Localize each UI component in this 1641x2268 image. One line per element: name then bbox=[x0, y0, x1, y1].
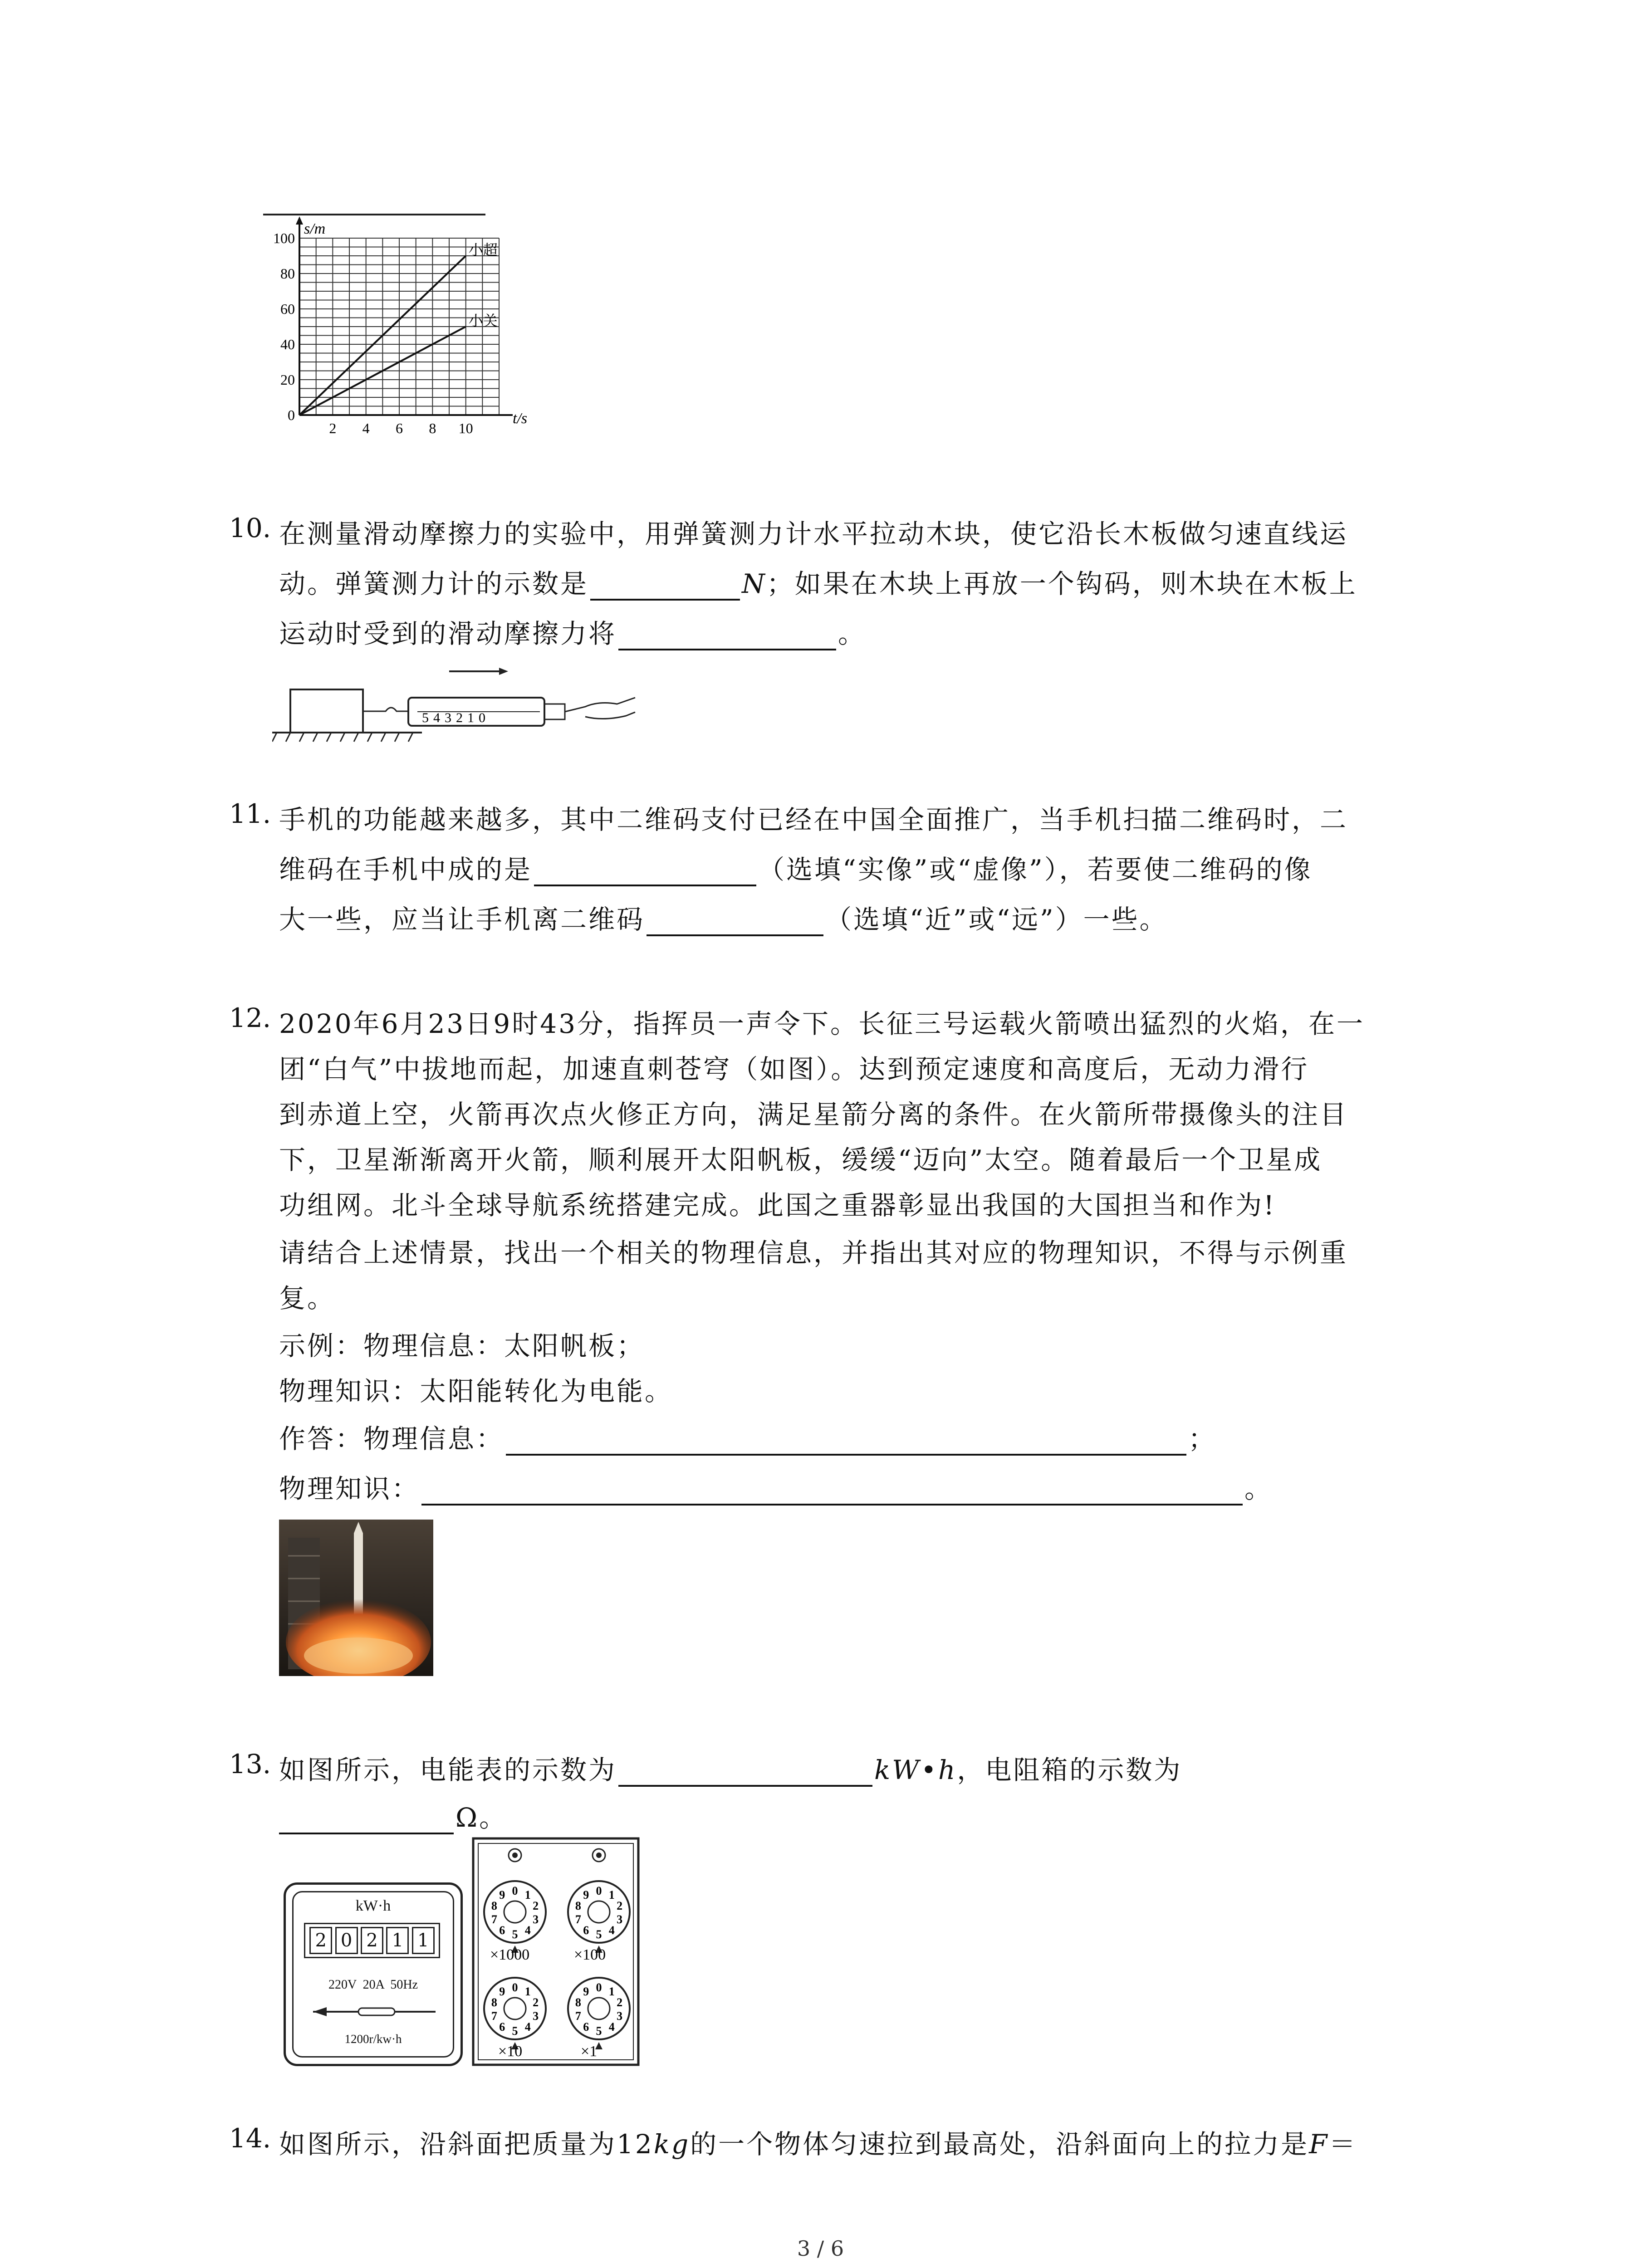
q10-line2 bbox=[279, 562, 1357, 601]
dial-digit: 3 bbox=[617, 1912, 623, 1926]
dial-digit: 3 bbox=[533, 2009, 539, 2023]
x-tick-label: 4 bbox=[362, 420, 370, 436]
dial-digit: 7 bbox=[575, 2009, 581, 2023]
dial-digit: 6 bbox=[499, 1923, 505, 1937]
unit: kW•h bbox=[874, 1755, 957, 1785]
meter-spec: 220V 20A 50Hz bbox=[328, 1978, 418, 1992]
q13-text: Ω。 bbox=[456, 1802, 508, 1833]
q12-text: 作答：物理信息： bbox=[279, 1423, 505, 1454]
x-tick-label: 6 bbox=[396, 420, 403, 436]
wooden-block bbox=[290, 689, 363, 733]
distance-time-graph bbox=[259, 206, 576, 451]
rocket-launch-photo bbox=[279, 1520, 433, 1676]
series-label: 小超 bbox=[468, 242, 498, 258]
spring-scale-figure bbox=[272, 653, 649, 744]
answer-blank[interactable] bbox=[421, 1476, 1243, 1505]
dial-digit: 8 bbox=[575, 1996, 581, 2009]
meter-digit: 2 bbox=[361, 1927, 383, 1954]
arrow-head-icon bbox=[499, 668, 508, 675]
dial-label-1000: ×1000 bbox=[490, 1946, 530, 1963]
y-tick-label: 0 bbox=[288, 407, 295, 423]
meter-rate: 1200r/kw·h bbox=[344, 2032, 402, 2046]
x-tick-label: 8 bbox=[429, 420, 436, 436]
dial-digit: 9 bbox=[499, 1985, 505, 1999]
question-number: 11. bbox=[229, 798, 271, 829]
answer-blank[interactable] bbox=[618, 621, 836, 650]
q11-text: 维码在手机中成的是 bbox=[279, 854, 533, 885]
q10-text: 运动时受到的滑动摩擦力将 bbox=[279, 618, 617, 649]
dial-digit: 6 bbox=[583, 1923, 589, 1937]
graph-tick-labels bbox=[273, 230, 473, 436]
q12-line6: 请结合上述情景，找出一个相关的物理信息，并指出其对应的物理知识，不得与示例重 bbox=[279, 1237, 1348, 1268]
q13-text: 如图所示，电能表的示数为 bbox=[279, 1755, 617, 1785]
dial-digit: 1 bbox=[524, 1888, 531, 1902]
dial-digit: 9 bbox=[583, 1888, 589, 1902]
q11-text: （选填“近”或“远”）一些。 bbox=[825, 904, 1168, 935]
y-tick-label: 100 bbox=[273, 230, 295, 246]
dial-digit: 6 bbox=[583, 2020, 589, 2033]
q10-text: ；如果在木块上再放一个钩码，则木块在木板上 bbox=[766, 568, 1357, 599]
series-label: 小关 bbox=[468, 313, 498, 329]
terminal-icon bbox=[596, 1853, 602, 1858]
y-axis-label: s/m bbox=[304, 220, 326, 237]
dial-digit: 7 bbox=[491, 1912, 497, 1926]
q10-line3 bbox=[279, 612, 866, 650]
q12-text: 物理知识： bbox=[279, 1473, 420, 1504]
q13-line2 bbox=[279, 1796, 507, 1834]
meter-digit: 0 bbox=[335, 1927, 358, 1954]
q14-text: 如图所示，沿斜面把质量为12 bbox=[279, 2129, 654, 2160]
dial-digit: 0 bbox=[512, 1884, 518, 1897]
dial-digit: 0 bbox=[512, 1981, 518, 1994]
q10-text: 动。弹簧测力计的示数是 bbox=[279, 568, 589, 599]
dial-digit: 5 bbox=[512, 1928, 518, 1941]
question-number: 10. bbox=[229, 513, 271, 543]
answer-blank[interactable] bbox=[590, 571, 740, 601]
resistance-box bbox=[472, 1837, 640, 2066]
x-tick-label: 2 bbox=[329, 420, 337, 436]
q12-example-knowledge: 物理知识：太阳能转化为电能。 bbox=[279, 1376, 673, 1407]
dial-digit: 3 bbox=[533, 1912, 539, 1926]
y-tick-label: 60 bbox=[280, 301, 295, 317]
q12-line1: 2020年6月23日9时43分，指挥员一声令下。长征三号运载火箭喷出猛烈的火焰，在一 bbox=[279, 1008, 1365, 1039]
q12-example-info: 示例：物理信息：太阳帆板； bbox=[279, 1330, 645, 1361]
q12-line7: 复。 bbox=[279, 1283, 336, 1314]
q14-line1 bbox=[279, 2123, 1357, 2161]
dial-digit: 4 bbox=[524, 2020, 531, 2033]
dial-digit: 0 bbox=[596, 1884, 602, 1897]
dial-digit: 0 bbox=[596, 1981, 602, 1994]
dial-digit: 7 bbox=[491, 2009, 497, 2023]
question-number: 14. bbox=[229, 2123, 271, 2154]
y-tick-label: 20 bbox=[280, 371, 295, 388]
force-symbol: F bbox=[1309, 2129, 1329, 2160]
q11-line1: 手机的功能越来越多，其中二维码支付已经在中国全面推广，当手机扫描二维码时，二 bbox=[279, 804, 1348, 835]
q14-text: ＝ bbox=[1329, 2129, 1357, 2160]
answer-blank[interactable] bbox=[279, 1804, 454, 1834]
dial-digit: 8 bbox=[575, 1899, 581, 1913]
question-number: 13. bbox=[229, 1749, 271, 1779]
dial-digit: 1 bbox=[608, 1888, 615, 1902]
q12-text: 。 bbox=[1244, 1473, 1273, 1504]
q12-text: ； bbox=[1188, 1423, 1217, 1454]
q12-line2: 团“白气”中拔地而起，加速直刺苍穹（如图）。达到预定速度和高度后，无动力滑行 bbox=[279, 1054, 1309, 1085]
q13-text: ，电阻箱的示数为 bbox=[957, 1755, 1182, 1785]
dial-digit: 5 bbox=[512, 2024, 518, 2038]
dial-digit: 2 bbox=[533, 1996, 539, 2009]
dial-label-100: ×100 bbox=[574, 1946, 606, 1963]
dial-digit: 8 bbox=[491, 1996, 497, 2009]
meter-readout bbox=[304, 1923, 440, 1958]
dial-label-10: ×10 bbox=[498, 2043, 523, 2060]
y-tick-label: 40 bbox=[280, 336, 295, 352]
dial-digit: 2 bbox=[617, 1996, 623, 2009]
q10-line1: 在测量滑动摩擦力的实验中，用弹簧测力计水平拉动木块，使它沿长木板做匀速直线运 bbox=[279, 518, 1348, 549]
dial-digit: 5 bbox=[596, 2024, 602, 2038]
dial-digit: 9 bbox=[499, 1888, 505, 1902]
dial-digit: 6 bbox=[499, 2020, 505, 2033]
dial-digit: 5 bbox=[596, 1928, 602, 1941]
dial-digit: 7 bbox=[575, 1912, 581, 1926]
x-axis-label: t/s bbox=[513, 410, 528, 427]
meter-disc-icon bbox=[309, 2000, 440, 2023]
y-axis-arrow-icon bbox=[296, 216, 303, 225]
dial-label-1: ×1 bbox=[581, 2043, 598, 2060]
y-tick-label: 80 bbox=[280, 265, 295, 282]
q12-answer-info bbox=[279, 1418, 1216, 1456]
graph-series-lines bbox=[299, 242, 498, 415]
dial-digit: 3 bbox=[617, 2009, 623, 2023]
dial-digit: 1 bbox=[608, 1985, 615, 1999]
q13-line1 bbox=[279, 1749, 1182, 1787]
meter-digit: 2 bbox=[309, 1927, 332, 1954]
dial-digit: 8 bbox=[491, 1899, 497, 1913]
unit: kg bbox=[653, 2129, 691, 2160]
dial-digit: 4 bbox=[524, 1923, 531, 1937]
answer-blank[interactable] bbox=[506, 1426, 1186, 1456]
electricity-meter bbox=[284, 1882, 463, 2066]
meter-unit: kW·h bbox=[355, 1897, 391, 1914]
dial-digit: 4 bbox=[608, 1923, 615, 1937]
scale-digits: 543210 bbox=[422, 710, 490, 725]
q11-line3 bbox=[279, 898, 1168, 936]
q11-line2 bbox=[279, 848, 1313, 886]
meter-digit: 1 bbox=[412, 1927, 435, 1954]
page-number: 3 / 6 bbox=[797, 2236, 844, 2261]
dial-digit: 2 bbox=[617, 1899, 623, 1913]
x-tick-label: 10 bbox=[458, 420, 473, 436]
q11-text: （选填“实像”或“虚像”），若要使二维码的像 bbox=[758, 854, 1313, 885]
q12-line3: 到赤道上空，火箭再次点火修正方向，满足星箭分离的条件。在火箭所带摄像头的注目 bbox=[279, 1099, 1348, 1130]
q12-line5: 功组网。北斗全球导航系统搭建完成。此国之重器彰显出我国的大国担当和作为! bbox=[279, 1190, 1276, 1221]
answer-blank[interactable] bbox=[534, 856, 756, 886]
dial-digit: 9 bbox=[583, 1985, 589, 1999]
meter-digit: 1 bbox=[386, 1927, 409, 1954]
dial-digit: 1 bbox=[524, 1985, 531, 1999]
q14-text: 的一个物体匀速拉到最高处，沿斜面向上的拉力是 bbox=[690, 2129, 1309, 2160]
unit: N bbox=[742, 568, 767, 599]
dial-digit: 4 bbox=[608, 2020, 615, 2033]
q10-text: 。 bbox=[838, 618, 867, 649]
q12-answer-knowledge bbox=[279, 1467, 1273, 1505]
answer-blank[interactable] bbox=[647, 906, 823, 936]
terminal-icon bbox=[512, 1853, 518, 1858]
answer-blank[interactable] bbox=[618, 1757, 872, 1787]
question-number: 12. bbox=[229, 1002, 271, 1033]
q11-text: 大一些，应当让手机离二维码 bbox=[279, 904, 645, 935]
q12-line4: 下，卫星渐渐离开火箭，顺利展开太阳帆板，缓缓“迈向”太空。随着最后一个卫星成 bbox=[279, 1144, 1323, 1175]
dial-digit: 2 bbox=[533, 1899, 539, 1913]
